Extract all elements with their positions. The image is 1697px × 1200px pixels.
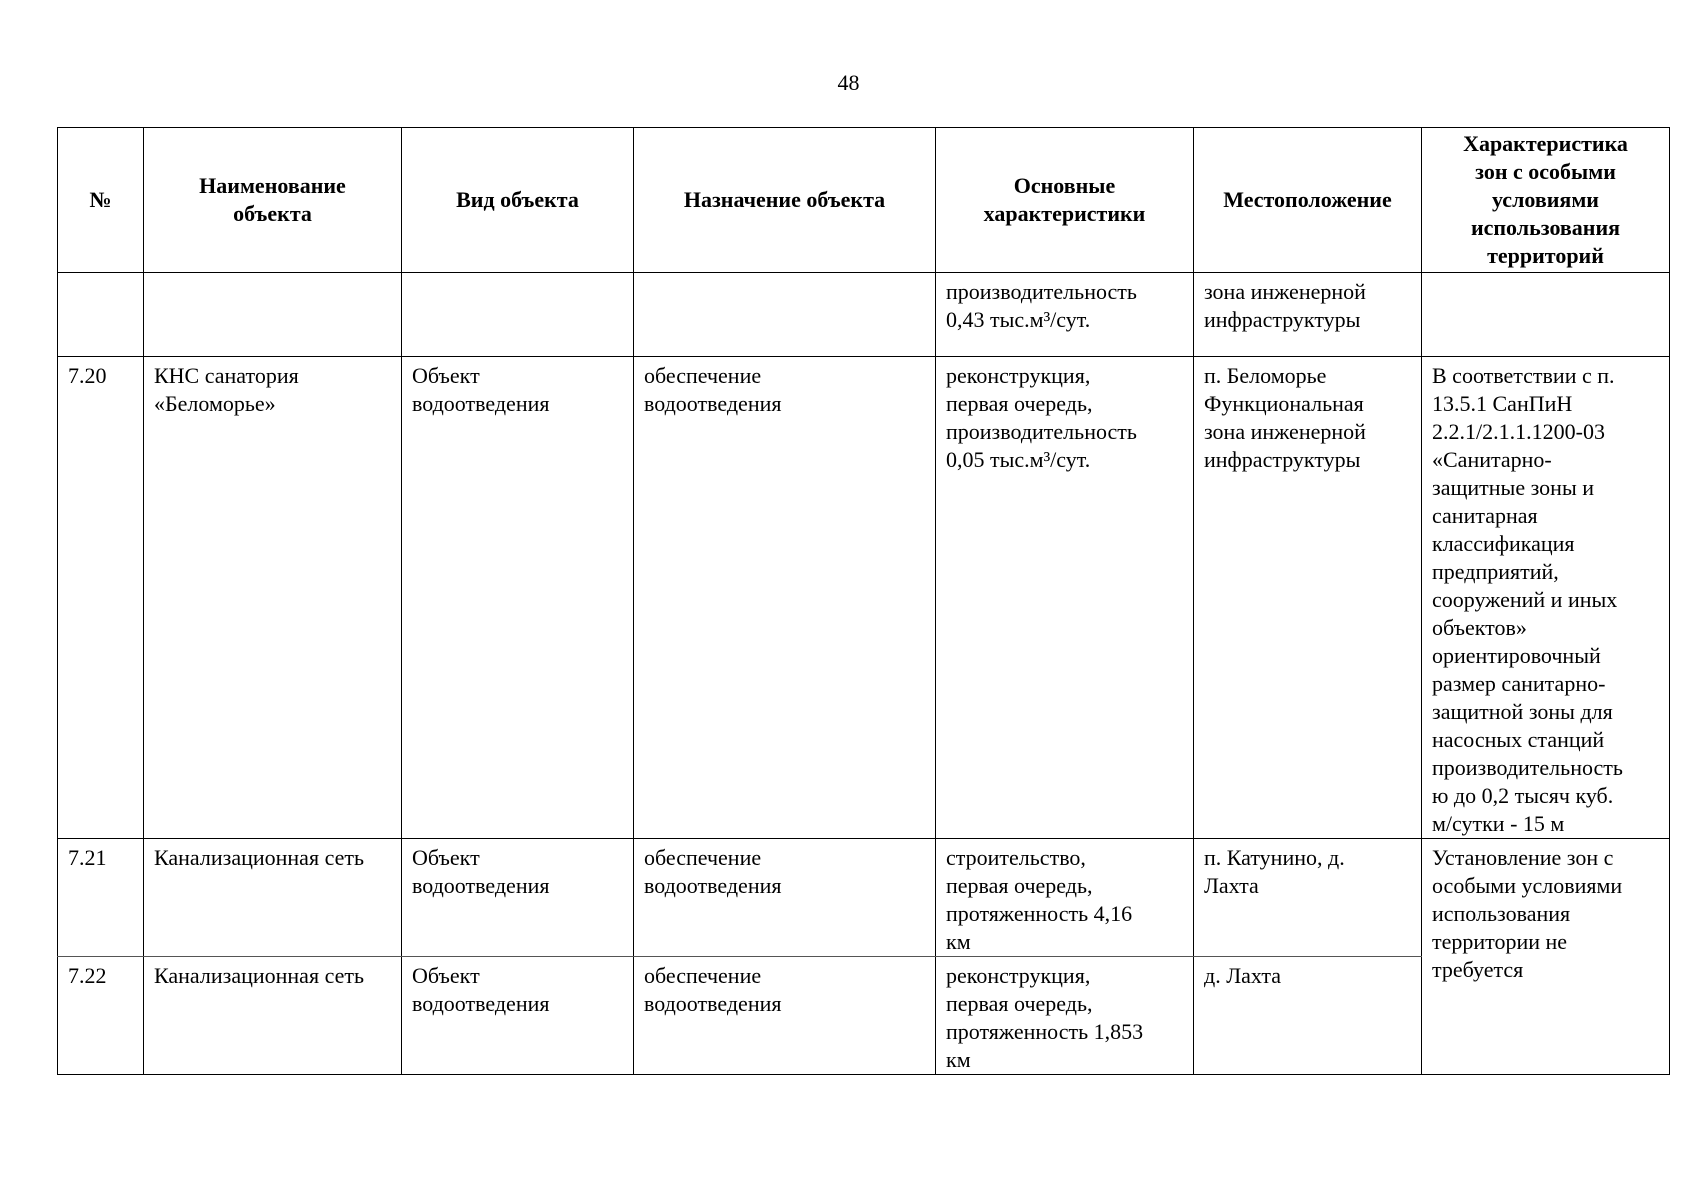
- header-purpose: Назначение объекта: [634, 128, 936, 273]
- cell-location: п. Катунино, д. Лахта: [1194, 839, 1422, 957]
- cell-number: [58, 273, 144, 357]
- cell-number: 7.20: [58, 357, 144, 839]
- cell-type: [402, 273, 634, 357]
- table-row: [58, 273, 1670, 357]
- table-row: [58, 357, 1670, 839]
- header-zone: Характеристика зон с особыми условиями использования территорий: [1422, 128, 1670, 273]
- cell-type: Объект водоотведения: [402, 839, 634, 957]
- header-name: Наименование объекта: [144, 128, 402, 273]
- cell-location: п. Беломорье Функциональная зона инженерной инфраструктуры: [1194, 357, 1422, 839]
- cell-characteristics: строительство, первая очередь, протяженность 4,16 км: [936, 839, 1194, 957]
- header-location: Местоположение: [1194, 128, 1422, 273]
- page-number: 48: [837, 70, 860, 95]
- cell-purpose: обеспечение водоотведения: [634, 357, 936, 839]
- cell-name: Канализационная сеть: [144, 839, 402, 957]
- header-number: №: [58, 128, 144, 273]
- cell-zone: Установление зон с особыми условиями использования территории не требуется: [1422, 839, 1670, 1075]
- objects-table: [57, 127, 1670, 1075]
- cell-location: зона инженерной инфраструктуры: [1194, 273, 1422, 357]
- cell-number: 7.22: [58, 957, 144, 1075]
- table-header-row: [58, 128, 1670, 273]
- cell-number: 7.21: [58, 839, 144, 957]
- cell-name: [144, 273, 402, 357]
- cell-purpose: обеспечение водоотведения: [634, 839, 936, 957]
- cell-name: Канализационная сеть: [144, 957, 402, 1075]
- cell-type: Объект водоотведения: [402, 357, 634, 839]
- header-characteristics: Основные характеристики: [936, 128, 1194, 273]
- cell-type: Объект водоотведения: [402, 957, 634, 1075]
- cell-characteristics: реконструкция, первая очередь, производительность 0,05 тыс.м³/сут.: [936, 357, 1194, 839]
- cell-location: д. Лахта: [1194, 957, 1422, 1075]
- cell-purpose: обеспечение водоотведения: [634, 957, 936, 1075]
- cell-zone: В соответствии с п. 13.5.1 СанПиН 2.2.1/2.1.1.1200-03 «Санитарно- защитные зоны и санитарная классификация предприятий, сооружений и иных объектов» ориентировочный размер санитарно- защитной зоны для насосных станций производительность ю до 0,2 тысяч куб. м/сутки - 15 м: [1422, 357, 1670, 839]
- cell-zone: [1422, 273, 1670, 357]
- header-type: Вид объекта: [402, 128, 634, 273]
- cell-characteristics: реконструкция, первая очередь, протяженность 1,853 км: [936, 957, 1194, 1075]
- cell-characteristics: производительность 0,43 тыс.м³/сут.: [936, 273, 1194, 357]
- cell-name: КНС санатория «Беломорье»: [144, 357, 402, 839]
- cell-purpose: [634, 273, 936, 357]
- table-row: [58, 839, 1670, 957]
